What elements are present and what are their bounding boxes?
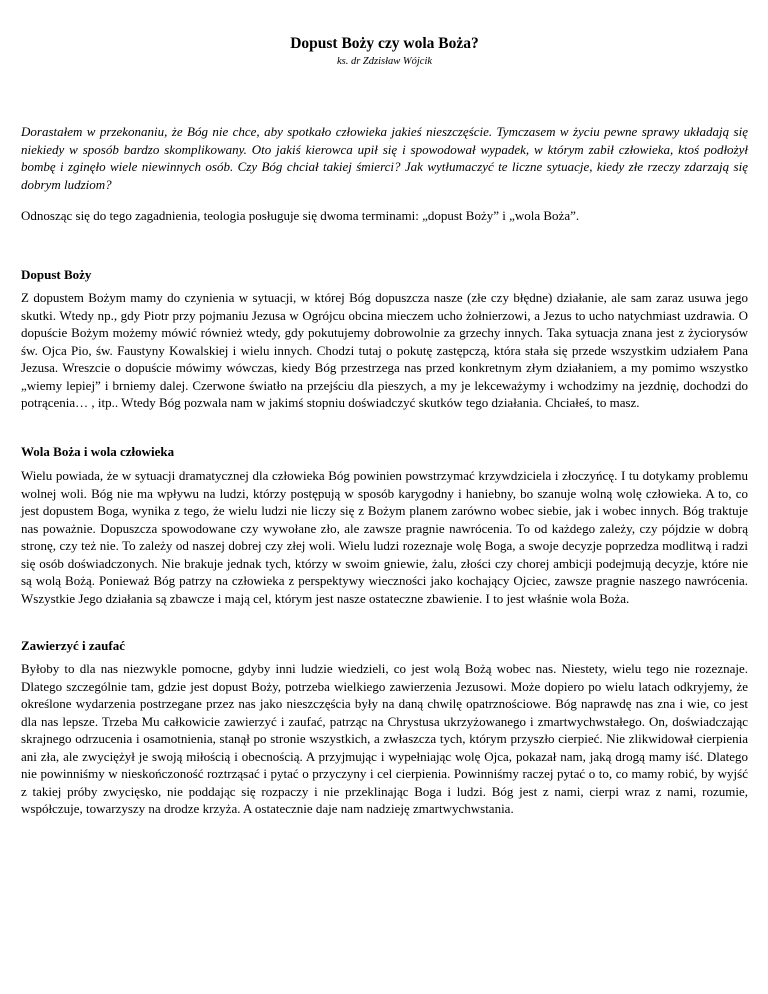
section-heading-zawierzyc: Zawierzyć i zaufać — [21, 638, 125, 653]
intro-paragraph: Odnosząc się do tego zagadnienia, teologia posługuje się dwoma terminami: „dopust Boży” i „wola Boża”. — [21, 208, 580, 223]
section-body-wola-boza: Wielu powiada, że w sytuacji dramatycznej dla człowieka Bóg powinien powstrzymać krzywdziciela i złoczyńcę. I tu dotykamy problemu wolnej woli. Bóg nie ma wpływu na ludzi, którzy postępują w sposób karygodny i haniebny, bo szanuje wolną wolę człowieka. A to, co jest dopustem Boga, wynika z tego, że wielu ludzi nie liczy się z Bożym planem zarówno wobec siebie, jak i wobec innych. Bóg traktuje nas poważnie. Dopuszcza spowodowane czy wywołane zło, ale zawsze pragnie nawrócenia. To od każdego zależy, czy pójdzie w dobrą stronę, czy też nie. To zależy od naszej dobrej czy złej woli. Wielu ludzi rozeznaje wolę Boga, a swoje decyzje poprzedza modlitwą i radzi się osób doświadczonych. Nie brakuje jednak tych, którzy w swoim gniewie, żalu, złości czy chorej ambicji podejmują decyzje, które nie są wolą Bożą. Ponieważ Bóg patrzy na człowieka z perspektywy wieczności jako kochający Ojciec, zawsze pragnie naszego nawrócenia. Wszystkie Jego działania są zbawcze i mają cel, którym jest nasze ostateczne zbawienie. I to jest właśnie wola Boża. — [21, 468, 748, 606]
section-heading-dopust-bozy: Dopust Boży — [21, 267, 92, 282]
section-body-dopust-bozy: Z dopustem Bożym mamy do czynienia w sytuacji, w której Bóg dopuszcza nasze (złe czy błędne) działanie, ale sam zaraz usuwa jego skutki. Wtedy np., gdy Piotr przy pojmaniu Jezusa w Ogrójcu obcina mieczem ucho żołnierzowi, a Jezus to ucho natychmiast uzdrawia. O dopuście Bożym możemy mówić również wtedy, gdy pokutujemy dobrowolnie za grzechy innych. Taka sytuacja znana jest z życiorysów św. Ojca Pio, św. Faustyny Kowalskiej i wielu innych. Chodzi tutaj o pokutę zastępczą, która stała się przede wszystkim udziałem Pana Jezusa. Wreszcie o dopuście mówimy wówczas, kiedy Bóg przestrzega nas przed konkretnym złym działaniem, a my pomimo wszystko „wiemy lepiej” i brniemy dalej. Czerwone światło na przejściu dla pieszych, a my je lekceważymy i wchodzimy na jezdnię, dochodzi do potrącenia… , itp.. Wtedy Bóg pozwala nam w jakimś stopniu doświadczyć skutków tego działania. Chciałeś, to masz. — [21, 290, 748, 411]
document-title: Dopust Boży czy wola Boża? — [290, 35, 479, 52]
document-author: ks. dr Zdzisław Wójcik — [336, 56, 433, 67]
lead-paragraph: Dorastałem w przekonaniu, że Bóg nie chce, aby spotkało człowieka jakieś nieszczęście. Tymczasem w życiu pewne sprawy układają się niekiedy w sposób bardzo skomplikowany. Oto jakiś kierowca upił się i spowodował wypadek, w którym zabił człowieka, ktoś podłożył bombę i zginęło wiele niewinnych osób. Czy Bóg chciał takiej śmierci? Jak wytłumaczyć te liczne sytuacje, kiedy złe rzeczy zdarzają się dobrym ludziom? — [21, 124, 748, 192]
section-body-zawierzyc: Byłoby to dla nas niezwykle pomocne, gdyby inni ludzie wiedzieli, co jest wolą Bożą wobec nas. Niestety, wielu tego nie rozeznaje. Dlatego szczególnie tam, gdzie jest dopust Boży, potrzeba wielkiego zawierzenia Jezusowi. Może dopiero po wielu latach odkryjemy, że określone wydarzenia postrzegane przez nas jako nieszczęścia były na daną chwilę opatrznościowe. Bóg naprawdę nas zna i wie, co jest dla nas lepsze. Trzeba Mu całkowicie zawierzyć i zaufać, patrząc na Chrystusa ukrzyżowanego i zmartwychwstałego. On, doświadczając skrajnego odrzucenia i osamotnienia, stanął po stronie wszystkich, a zwłaszcza tych, którym przyszło cierpieć. Nie zlikwidował cierpienia ani zła, ale zwyciężył je swoją miłością i obecnością. A przyjmując i wypełniając wolę Ojca, pokazał nam, jaką drogą mamy iść. Dlatego nie powinniśmy w nieskończoność roztrząsać i pytać o przyczyny i cel cierpienia. Powinniśmy raczej pytać o to, co mamy robić, by wyjść z takiej próby zwycięsko, nie poddając się rozpaczy i nie przeklinając Boga i ludzi. Bóg jest z nami, cierpi wraz z nami, rozumie, współczuje, towarzyszy na drodze krzyża. A ostatecznie daje nam nadzieję zmartwychwstania. — [21, 661, 748, 817]
section-heading-wola-boza: Wola Boża i wola człowieka — [21, 444, 175, 459]
